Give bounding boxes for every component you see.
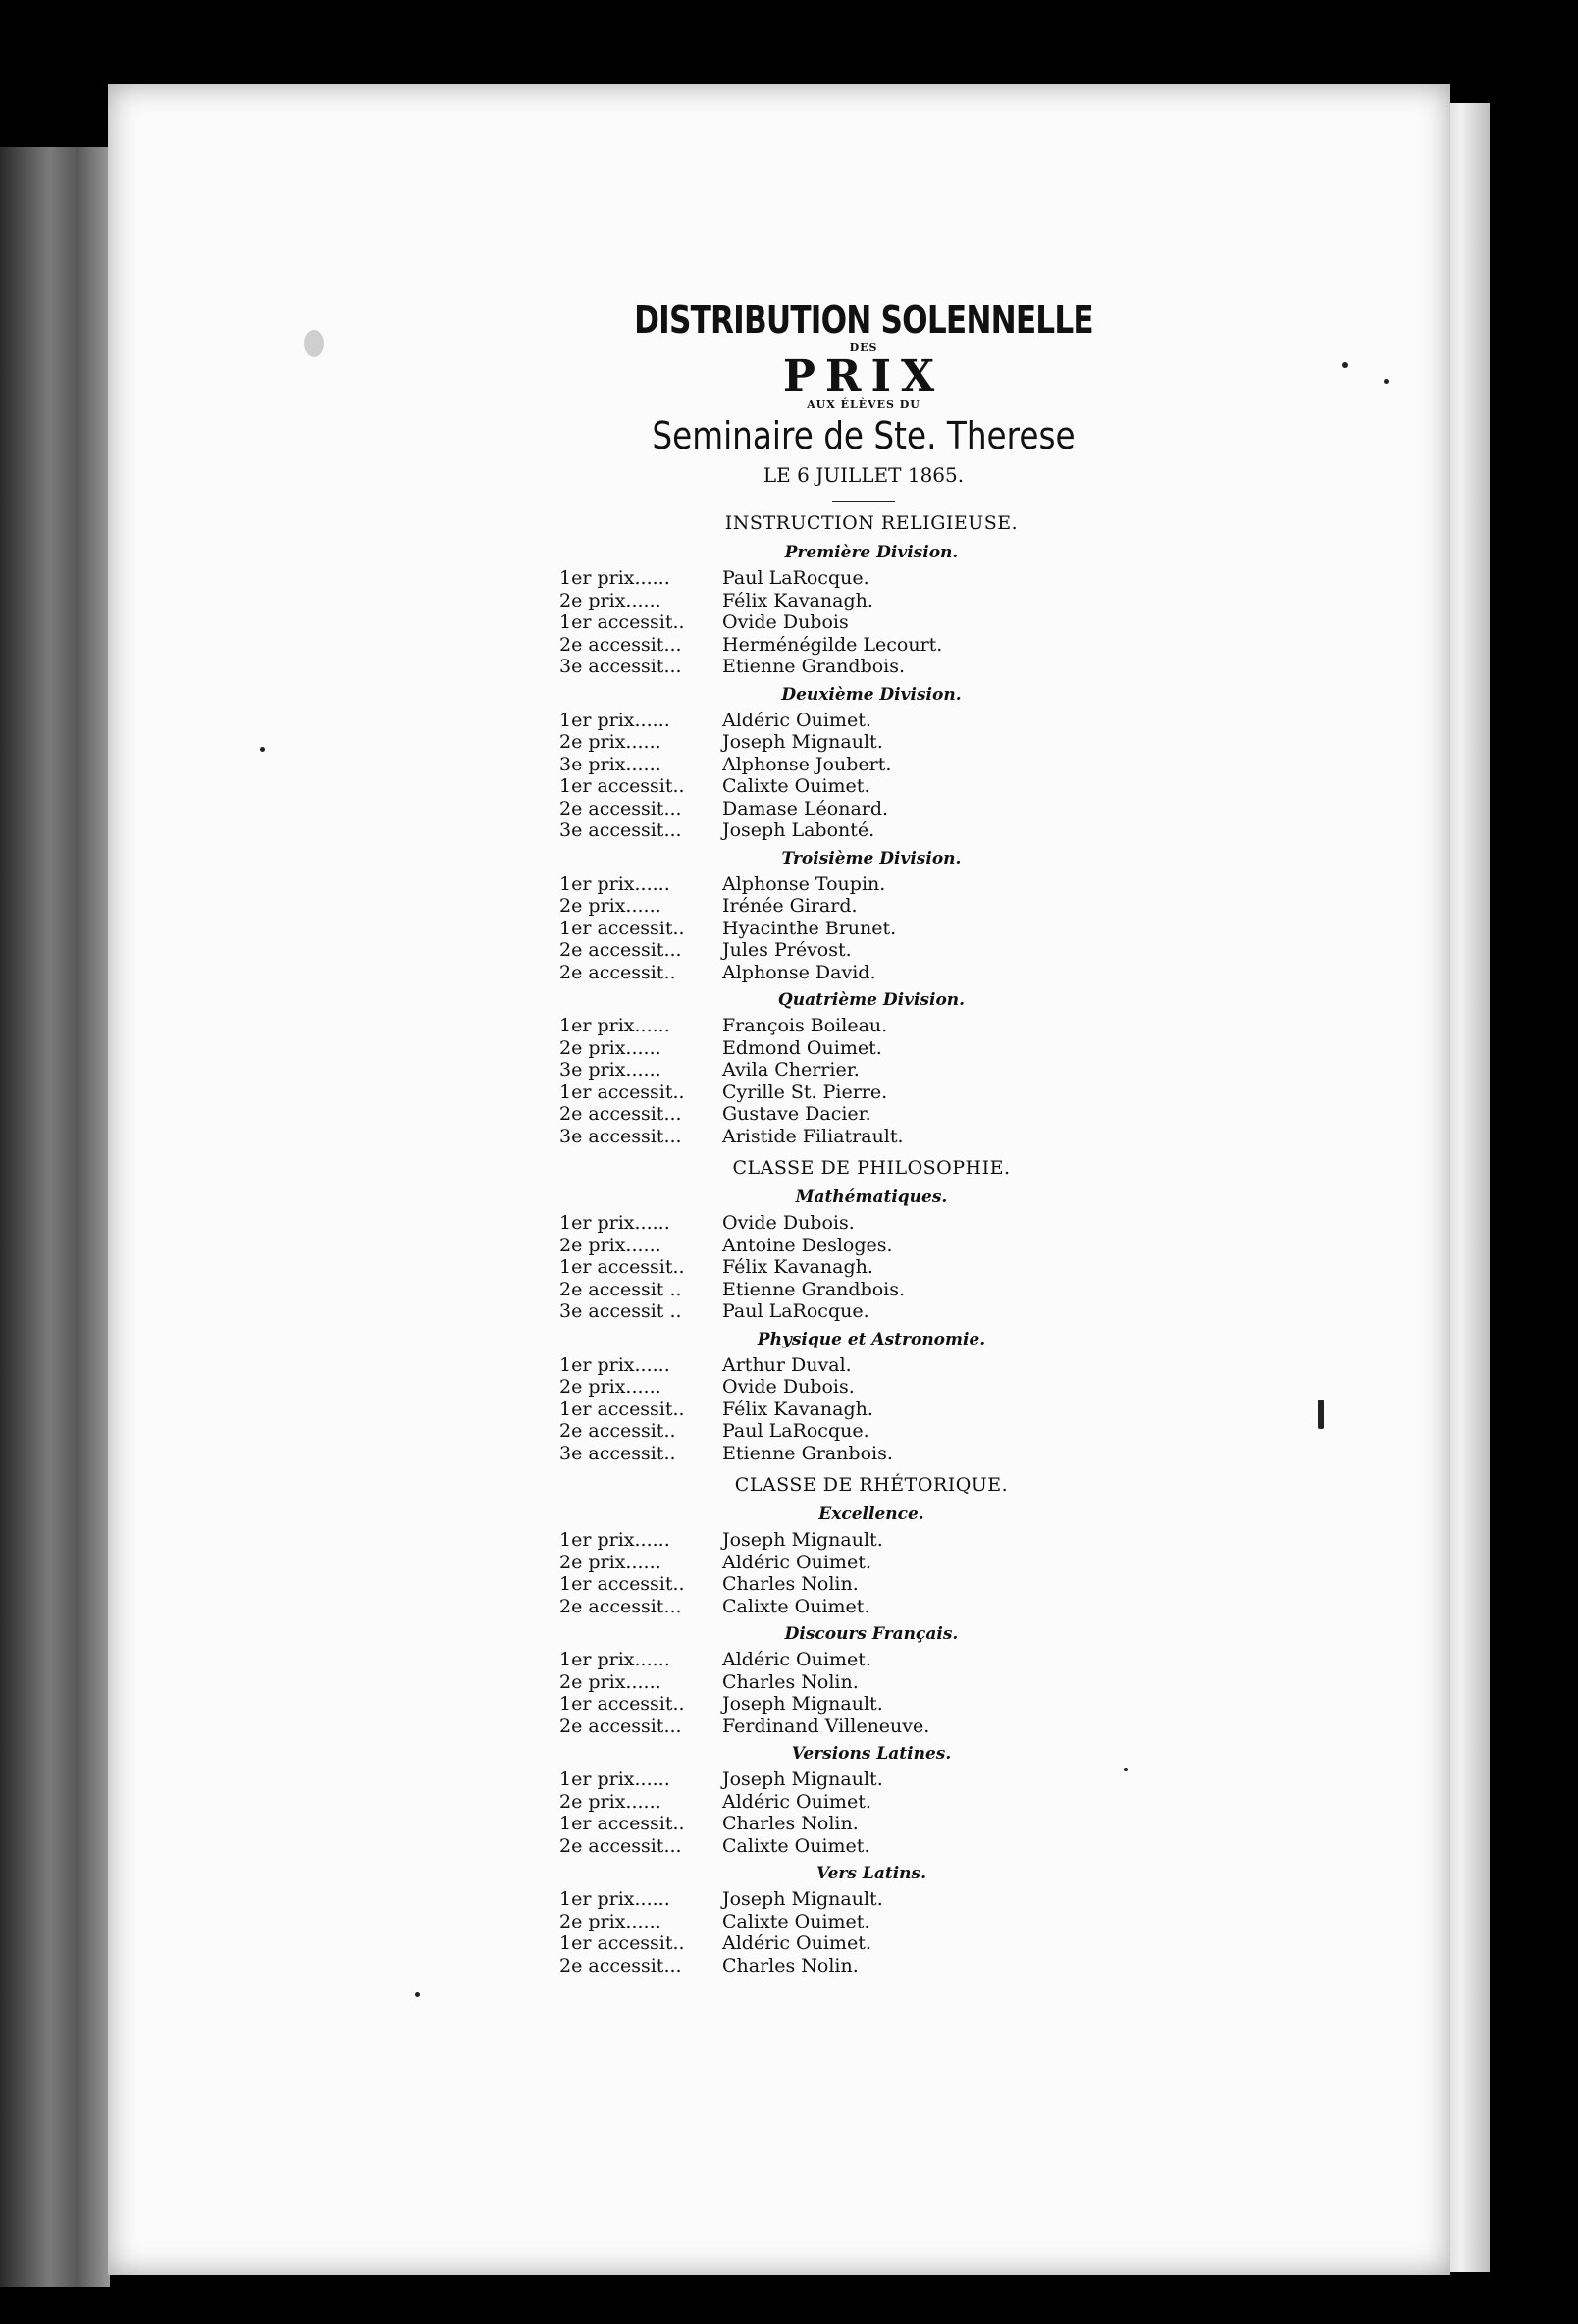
student-name: Charles Nolin. (722, 1954, 859, 1977)
header-rule (832, 501, 895, 502)
prize-entry (559, 611, 1168, 634)
prize-entry (559, 1300, 1168, 1323)
student-name: Irénée Girard. (722, 895, 858, 917)
section-title: CLASSE DE PHILOSOPHIE. (732, 1157, 1011, 1179)
student-name: Paul LaRocque. (722, 1300, 869, 1322)
student-name: Arthur Duval. (722, 1353, 852, 1376)
student-name: Ovide Dubois. (722, 1376, 855, 1398)
prize-rank: 2e accessit... (559, 939, 682, 961)
institution-name: Seminaire de Ste. Therese (652, 414, 1076, 457)
division-heading: Physique et Astronomie. (757, 1329, 986, 1349)
student-name: Félix Kavanagh. (722, 1398, 873, 1420)
student-name: Calixte Ouimet. (722, 1595, 870, 1617)
prize-rank: 2e prix...... (559, 1790, 661, 1813)
prize-entry (559, 1015, 1168, 1037)
prize-entry (559, 1082, 1168, 1104)
prize-entry (559, 731, 1168, 754)
student-name: Charles Nolin. (722, 1573, 859, 1595)
prize-rank: 1er accessit.. (559, 1573, 685, 1595)
prize-rank: 1er prix...... (559, 709, 670, 731)
prize-entry (559, 1835, 1168, 1858)
student-name: Charles Nolin. (722, 1670, 859, 1693)
division-heading: Première Division. (784, 543, 959, 562)
binding-background (0, 147, 110, 2287)
prize-rank: 1er accessit.. (559, 1256, 685, 1278)
prize-entry (559, 819, 1168, 842)
prize-rank: 1er prix...... (559, 567, 670, 589)
prize-entry (559, 1399, 1168, 1421)
prize-entry (559, 1126, 1168, 1148)
title-connector-des: DES (849, 342, 878, 354)
student-name: Aldéric Ouimet. (722, 1551, 871, 1573)
prize-rank: 3e prix...... (559, 753, 661, 775)
scan-speck (415, 1992, 420, 1997)
prize-rank: 3e accessit.. (559, 1442, 676, 1464)
prize-entry (559, 1671, 1168, 1694)
prize-entry (559, 1443, 1168, 1465)
student-name: Aldéric Ouimet. (722, 1649, 871, 1670)
student-name: Calixte Ouimet. (722, 1910, 870, 1932)
prize-rank: 2e accessit... (559, 797, 682, 819)
student-name: Avila Cherrier. (722, 1059, 860, 1081)
student-name: Calixte Ouimet. (722, 775, 870, 797)
prize-entry (559, 634, 1168, 657)
student-name: Charles Nolin. (722, 1813, 859, 1834)
scan-speck (1384, 379, 1389, 384)
division-heading: Versions Latines. (791, 1744, 952, 1764)
prize-entry (559, 895, 1168, 918)
title-prix: PRIX (782, 351, 945, 401)
prize-rank: 2e accessit... (559, 1595, 682, 1617)
student-name: Paul LaRocque. (722, 1420, 869, 1442)
prize-rank: 1er prix...... (559, 1649, 670, 1670)
student-name: Damase Léonard. (722, 797, 889, 819)
division-heading: Vers Latins. (815, 1864, 927, 1883)
prize-entry (559, 1693, 1168, 1716)
scan-speck (1124, 1768, 1128, 1771)
prize-rank: 1er prix...... (559, 1353, 670, 1376)
student-name: Alphonse David. (722, 961, 876, 983)
prize-entry (559, 1037, 1168, 1060)
prize-rank: 1er accessit.. (559, 611, 685, 633)
prize-rank: 2e prix...... (559, 731, 661, 753)
division-heading: Excellence. (818, 1505, 924, 1524)
prize-entry (559, 1596, 1168, 1618)
prize-rank: 2e accessit... (559, 1954, 682, 1977)
prize-rank: 3e accessit .. (559, 1300, 682, 1322)
prize-entry (559, 1256, 1168, 1279)
prize-rank: 1er accessit.. (559, 1693, 685, 1715)
student-name: François Boileau. (722, 1015, 888, 1036)
prize-entry (559, 1354, 1168, 1377)
prize-rank: 1er prix...... (559, 1888, 670, 1910)
prize-rank: 1er prix...... (559, 872, 670, 895)
section-title: CLASSE DE RHÉTORIQUE. (734, 1474, 1009, 1496)
prize-rank: 1er accessit.. (559, 775, 685, 797)
student-name: Calixte Ouimet. (722, 1834, 870, 1857)
document-content (559, 212, 1168, 1977)
prize-entry (559, 1529, 1168, 1552)
prize-rank: 1er accessit.. (559, 1813, 685, 1834)
prize-rank: 2e accessit... (559, 633, 682, 656)
prize-rank: 1er accessit.. (559, 917, 685, 939)
prize-entry (559, 1649, 1168, 1671)
prize-rank: 1er prix...... (559, 1529, 670, 1551)
prize-entry (559, 798, 1168, 820)
prize-rank: 2e accessit.. (559, 1420, 676, 1442)
scan-speck (1342, 362, 1348, 368)
student-name: Joseph Mignault. (722, 1769, 883, 1790)
prize-entry (559, 775, 1168, 798)
scan-speck (304, 330, 324, 357)
prize-entry (559, 1716, 1168, 1738)
prize-entry (559, 1420, 1168, 1443)
prize-rank: 3e accessit... (559, 819, 682, 841)
prize-entry (559, 1888, 1168, 1911)
prize-entry (559, 1103, 1168, 1126)
prize-entry (559, 710, 1168, 732)
prize-rank: 2e prix...... (559, 1234, 661, 1256)
student-name: Gustave Dacier. (722, 1103, 871, 1125)
division-heading: Troisième Division. (781, 848, 962, 869)
prize-sections (559, 510, 1168, 1977)
division-heading: Mathématiques. (795, 1188, 948, 1207)
prize-entry (559, 1955, 1168, 1978)
student-name: Joseph Mignault. (722, 1529, 883, 1551)
student-name: Alphonse Joubert. (722, 753, 892, 775)
student-name: Etienne Grandbois. (722, 656, 906, 677)
prize-rank: 2e prix...... (559, 1036, 661, 1059)
student-name: Hyacinthe Brunet. (722, 917, 897, 939)
prize-entry (559, 939, 1168, 962)
prize-entry (559, 1791, 1168, 1814)
student-name: Félix Kavanagh. (722, 1256, 873, 1278)
prize-rank: 2e accessit... (559, 1834, 682, 1857)
student-name: Ovide Dubois (722, 611, 849, 633)
student-name: Etienne Grandbois. (722, 1278, 906, 1300)
division-heading: Quatrième Division. (777, 990, 966, 1010)
prize-entry (559, 1552, 1168, 1574)
prize-rank: 2e prix...... (559, 1910, 661, 1932)
prize-rank: 2e accessit.. (559, 961, 676, 983)
prize-rank: 2e prix...... (559, 589, 661, 611)
prize-entry (559, 1212, 1168, 1235)
prize-rank: 2e prix...... (559, 1376, 661, 1398)
title-connector-aux-eleves: AUX ÉLÈVES DU (807, 398, 920, 411)
prize-rank: 2e prix...... (559, 895, 661, 917)
student-name: Etienne Granbois. (722, 1442, 893, 1464)
prize-rank: 2e accessit... (559, 1103, 682, 1125)
student-name: Edmond Ouimet. (722, 1036, 882, 1059)
prize-entry (559, 1769, 1168, 1791)
prize-entry (559, 1235, 1168, 1257)
prize-rank: 2e accessit... (559, 1715, 682, 1737)
prize-rank: 1er accessit.. (559, 1081, 685, 1103)
scan-speck (260, 747, 265, 752)
student-name: Jules Prévost. (722, 939, 852, 961)
student-name: Joseph Mignault. (722, 1888, 883, 1910)
prize-entry (559, 1059, 1168, 1082)
student-name: Joseph Mignault. (722, 1693, 883, 1715)
section-title: INSTRUCTION RELIGIEUSE. (724, 512, 1019, 534)
scan-speck (1318, 1400, 1324, 1429)
student-name: Aldéric Ouimet. (722, 1932, 871, 1954)
prize-entry (559, 567, 1168, 590)
prize-entry (559, 656, 1168, 678)
student-name: Aristide Filiatrault. (722, 1125, 904, 1147)
student-name: Cyrille St. Pierre. (722, 1081, 888, 1103)
prize-entry (559, 590, 1168, 612)
student-name: Herménégilde Lecourt. (722, 633, 943, 656)
prize-rank: 1er accessit.. (559, 1932, 685, 1954)
prize-rank: 3e prix...... (559, 1059, 661, 1081)
prize-rank: 3e accessit... (559, 1125, 682, 1147)
document-page (108, 84, 1450, 2275)
prize-rank: 2e accessit .. (559, 1278, 682, 1300)
student-name: Paul LaRocque. (722, 567, 869, 589)
prize-rank: 2e prix...... (559, 1551, 661, 1573)
division-heading: Discours Français. (784, 1624, 959, 1644)
student-name: Aldéric Ouimet. (722, 709, 871, 731)
student-name: Alphonse Toupin. (722, 872, 886, 895)
prize-entry (559, 962, 1168, 984)
event-date: LE 6 JUILLET 1865. (763, 463, 965, 487)
prize-rank: 3e accessit... (559, 656, 682, 677)
division-heading: Deuxième Division. (781, 684, 962, 705)
student-name: Ferdinand Villeneuve. (722, 1715, 930, 1737)
prize-rank: 1er prix...... (559, 1769, 670, 1790)
student-name: Félix Kavanagh. (722, 589, 873, 611)
prize-rank: 1er accessit.. (559, 1398, 685, 1420)
document-title: DISTRIBUTION SOLENNELLE (634, 298, 1093, 342)
student-name: Joseph Mignault. (722, 731, 883, 753)
prize-rank: 1er prix...... (559, 1015, 670, 1036)
prize-rank: 1er prix...... (559, 1212, 670, 1234)
prize-rank: 2e prix...... (559, 1670, 661, 1693)
prize-entry (559, 1573, 1168, 1596)
student-name: Antoine Desloges. (722, 1234, 893, 1256)
student-name: Aldéric Ouimet. (722, 1790, 871, 1813)
prize-entry (559, 873, 1168, 896)
student-name: Ovide Dubois. (722, 1212, 855, 1234)
prize-entry (559, 1932, 1168, 1955)
student-name: Joseph Labonté. (722, 819, 875, 841)
prize-entry (559, 1813, 1168, 1835)
prize-entry (559, 1279, 1168, 1301)
prize-entry (559, 1911, 1168, 1933)
prize-entry (559, 918, 1168, 940)
prize-entry (559, 754, 1168, 776)
prize-entry (559, 1376, 1168, 1399)
